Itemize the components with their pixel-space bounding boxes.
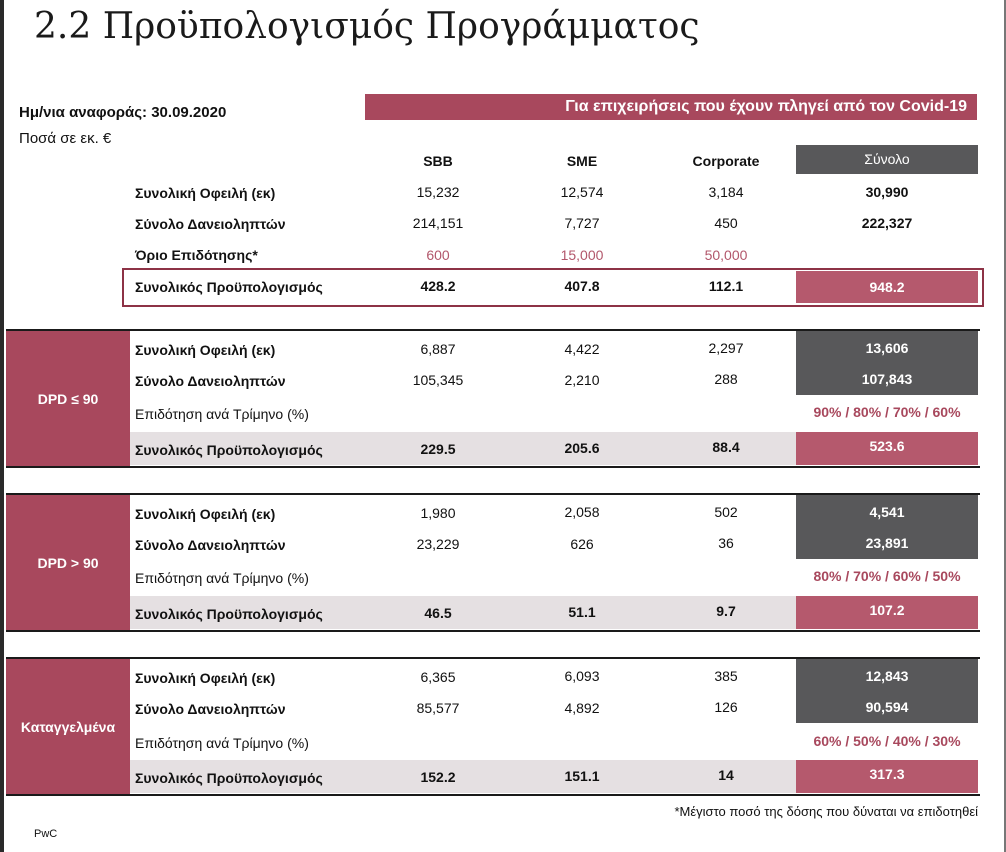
covid-banner: Για επιχειρήσεις που έχουν πληγεί από τον Covid-19 bbox=[365, 94, 977, 120]
footnote: *Μέγιστο ποσό της δόσης που δύναται να επιδοτηθεί bbox=[674, 804, 978, 819]
section-borrowers-total: 90,594 bbox=[865, 699, 909, 715]
summary-budget-total: 948.2 bbox=[796, 271, 978, 303]
section-debt-label: Συνολική Οφειλή (εκ) bbox=[135, 670, 276, 686]
section-borrowers-sbb: 23,229 bbox=[416, 536, 460, 552]
column-header-total: Σύνολο bbox=[796, 145, 978, 174]
summary-limit-sme: 15,000 bbox=[560, 247, 604, 263]
section-divider bbox=[6, 794, 980, 796]
summary-budget-corporate: 112.1 bbox=[708, 278, 744, 294]
summary-limit-sbb: 600 bbox=[426, 247, 450, 263]
section-debt-sbb: 1,980 bbox=[420, 505, 456, 521]
section-debt-sbb: 6,365 bbox=[420, 669, 456, 685]
section-borrowers-sbb: 85,577 bbox=[416, 700, 460, 716]
section-label-dpd-le-90: DPD ≤ 90 bbox=[6, 331, 130, 467]
section-budget-corporate: 9.7 bbox=[716, 603, 736, 619]
section-debt-total: 4,541 bbox=[869, 504, 905, 520]
section-debt-sme: 4,422 bbox=[564, 341, 600, 357]
section-debt-corporate: 385 bbox=[714, 668, 738, 684]
section-borrowers-label: Σύνολο Δανειοληπτών bbox=[135, 701, 286, 717]
summary-limit-label: Όριο Επιδότησης* bbox=[135, 247, 258, 263]
page-title: 2.2 Προϋπολογισμός Προγράμματος bbox=[34, 6, 700, 47]
section-budget-label: Συνολικός Προϋπολογισμός bbox=[135, 606, 323, 622]
section-borrowers-label: Σύνολο Δανειοληπτών bbox=[135, 537, 286, 553]
section-borrowers-sme: 626 bbox=[570, 536, 594, 552]
section-budget-label: Συνολικός Προϋπολογισμός bbox=[135, 442, 323, 458]
section-budget-corporate: 88.4 bbox=[712, 439, 740, 455]
section-budget-sbb: 229.5 bbox=[420, 441, 456, 457]
section-budget-sme: 205.6 bbox=[564, 440, 600, 456]
section-budget-sbb: 46.5 bbox=[424, 605, 452, 621]
section-subsidy-label: Επιδότηση ανά Τρίμηνο (%) bbox=[135, 735, 309, 751]
section-divider bbox=[6, 630, 980, 632]
section-subsidy-rates: 90% / 80% / 70% / 60% bbox=[813, 404, 961, 420]
summary-debt-sme: 12,574 bbox=[560, 184, 604, 200]
column-header-corporate: Corporate bbox=[692, 153, 760, 169]
section-borrowers-corporate: 126 bbox=[714, 699, 738, 715]
summary-budget-sme: 407.8 bbox=[564, 278, 600, 294]
section-subsidy-label: Επιδότηση ανά Τρίμηνο (%) bbox=[135, 406, 309, 422]
section-borrowers-sme: 2,210 bbox=[564, 372, 600, 388]
section-debt-total: 12,843 bbox=[865, 668, 909, 684]
amounts-note: Ποσά σε εκ. € bbox=[19, 130, 112, 147]
section-borrowers-sme: 4,892 bbox=[564, 700, 600, 716]
section-budget-corporate: 14 bbox=[718, 767, 734, 783]
section-budget-total: 523.6 bbox=[796, 432, 978, 465]
column-header-sme: SME bbox=[566, 153, 598, 169]
section-debt-sme: 6,093 bbox=[564, 668, 600, 684]
section-budget-total: 107.2 bbox=[796, 596, 978, 629]
section-borrowers-total: 23,891 bbox=[865, 535, 909, 551]
summary-borrowers-sbb: 214,151 bbox=[412, 215, 464, 231]
source-label: PwC bbox=[34, 828, 58, 840]
section-budget-sme: 51.1 bbox=[568, 604, 596, 620]
section-divider bbox=[6, 466, 980, 468]
section-budget-label: Συνολικός Προϋπολογισμός bbox=[135, 770, 323, 786]
section-debt-corporate: 502 bbox=[714, 504, 738, 520]
column-header-sbb: SBB bbox=[423, 153, 453, 169]
section-borrowers-corporate: 36 bbox=[718, 535, 734, 551]
section-budget-total: 317.3 bbox=[796, 760, 978, 793]
summary-budget-label: Συνολικός Προϋπολογισμός bbox=[135, 279, 323, 295]
summary-borrowers-total: 222,327 bbox=[861, 215, 913, 231]
summary-debt-label: Συνολική Οφειλή (εκ) bbox=[135, 185, 276, 201]
section-debt-corporate: 2,297 bbox=[708, 340, 744, 356]
summary-debt-total: 30,990 bbox=[865, 184, 909, 200]
section-borrowers-total: 107,843 bbox=[861, 371, 913, 387]
section-borrowers-corporate: 288 bbox=[714, 371, 738, 387]
section-budget-sbb: 152.2 bbox=[420, 769, 456, 785]
summary-borrowers-sme: 7,727 bbox=[564, 215, 600, 231]
summary-budget-sbb: 428.2 bbox=[420, 278, 456, 294]
section-debt-total: 13,606 bbox=[865, 340, 909, 356]
summary-limit-corporate: 50,000 bbox=[704, 247, 748, 263]
section-subsidy-rates: 80% / 70% / 60% / 50% bbox=[813, 568, 961, 584]
summary-debt-corporate: 3,184 bbox=[708, 184, 744, 200]
section-debt-sme: 2,058 bbox=[564, 504, 600, 520]
section-subsidy-label: Επιδότηση ανά Τρίμηνο (%) bbox=[135, 570, 309, 586]
section-borrowers-sbb: 105,345 bbox=[412, 372, 464, 388]
section-subsidy-rates: 60% / 50% / 40% / 30% bbox=[813, 733, 961, 749]
summary-borrowers-label: Σύνολο Δανειοληπτών bbox=[135, 216, 286, 232]
summary-debt-sbb: 15,232 bbox=[416, 184, 460, 200]
section-budget-sme: 151.1 bbox=[564, 768, 600, 784]
section-debt-label: Συνολική Οφειλή (εκ) bbox=[135, 342, 276, 358]
page-frame-left bbox=[0, 0, 4, 852]
section-borrowers-label: Σύνολο Δανειοληπτών bbox=[135, 373, 286, 389]
summary-borrowers-corporate: 450 bbox=[714, 215, 738, 231]
section-debt-label: Συνολική Οφειλή (εκ) bbox=[135, 506, 276, 522]
section-label-terminated: Καταγγελμένα bbox=[6, 659, 130, 795]
report-date: Ημ/νια αναφοράς: 30.09.2020 bbox=[19, 104, 227, 121]
section-label-dpd-gt-90: DPD > 90 bbox=[6, 495, 130, 631]
section-debt-sbb: 6,887 bbox=[420, 341, 456, 357]
